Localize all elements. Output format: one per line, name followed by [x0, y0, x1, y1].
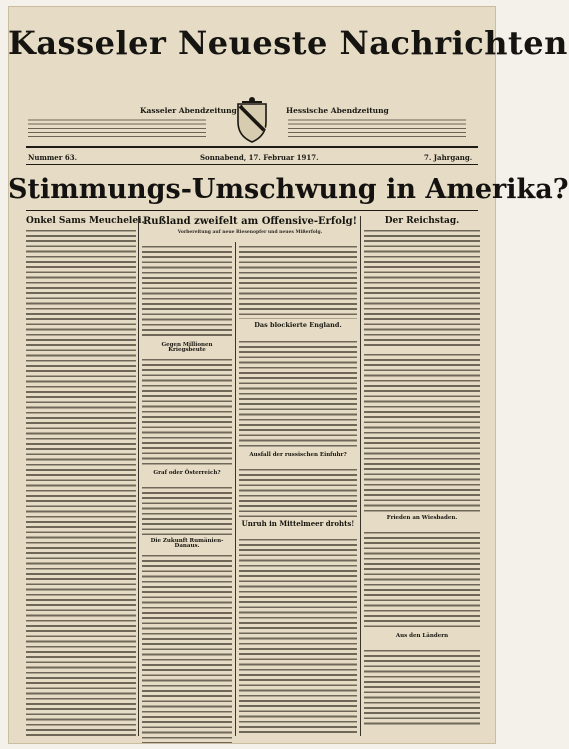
section-heading: Aus den Ländern [395, 633, 449, 639]
column-rule [138, 216, 139, 736]
column-heading-center: Rußland zweifelt am Offensive-Erfolg! [142, 216, 358, 227]
masthead-left-subtitle: Kasseler Abendzeitung [140, 106, 237, 115]
article-body-right [364, 228, 480, 736]
section-heading: Frieden an Wiesbaden. [386, 515, 458, 521]
section-heading: Graf oder Österreich? [153, 470, 221, 476]
masthead-right-subtitle: Hessische Abendzeitung [286, 106, 389, 115]
masthead-left-notice [28, 118, 206, 140]
coat-of-arms-icon [232, 96, 272, 144]
article-body-center-right [239, 244, 357, 736]
column-rule [360, 216, 361, 736]
column-heading-right: Der Reichstag. [384, 216, 460, 226]
section-heading: Das blockierte England. [254, 321, 342, 329]
volume-number: 7. Jahrgang. [424, 153, 473, 162]
column-rule [235, 242, 236, 736]
newspaper-page [8, 6, 569, 744]
column-heading-left: Onkel Sams Meuchelei. [26, 216, 145, 226]
article-body-left [26, 228, 136, 736]
section-heading: Unruh in Mittelmeer drohts! [241, 519, 355, 528]
column-subheading-center: Vorbereitung auf neue Riesenopfer und neues Mißerfolg. [177, 230, 323, 235]
section-heading: Gegen Millionen Kriegsbeute [161, 342, 213, 354]
headline-rule [26, 210, 478, 211]
dateline-rule [26, 164, 478, 165]
masthead-right-notice [288, 118, 466, 140]
main-headline: Stimmungs-Umschwung in Amerika? [8, 174, 569, 205]
section-heading: Ausfall der russischen Einfuhr? [249, 452, 347, 458]
issue-number: Nummer 63. [28, 153, 78, 162]
masthead-title: Kasseler Neueste Nachrichten [8, 24, 568, 62]
top-rule [26, 146, 478, 148]
section-heading: Die Zukunft Rumänien-Danaus. [150, 538, 224, 550]
issue-date: Sonnabend, 17. Februar 1917. [200, 153, 319, 162]
article-body-center-left [142, 244, 232, 736]
